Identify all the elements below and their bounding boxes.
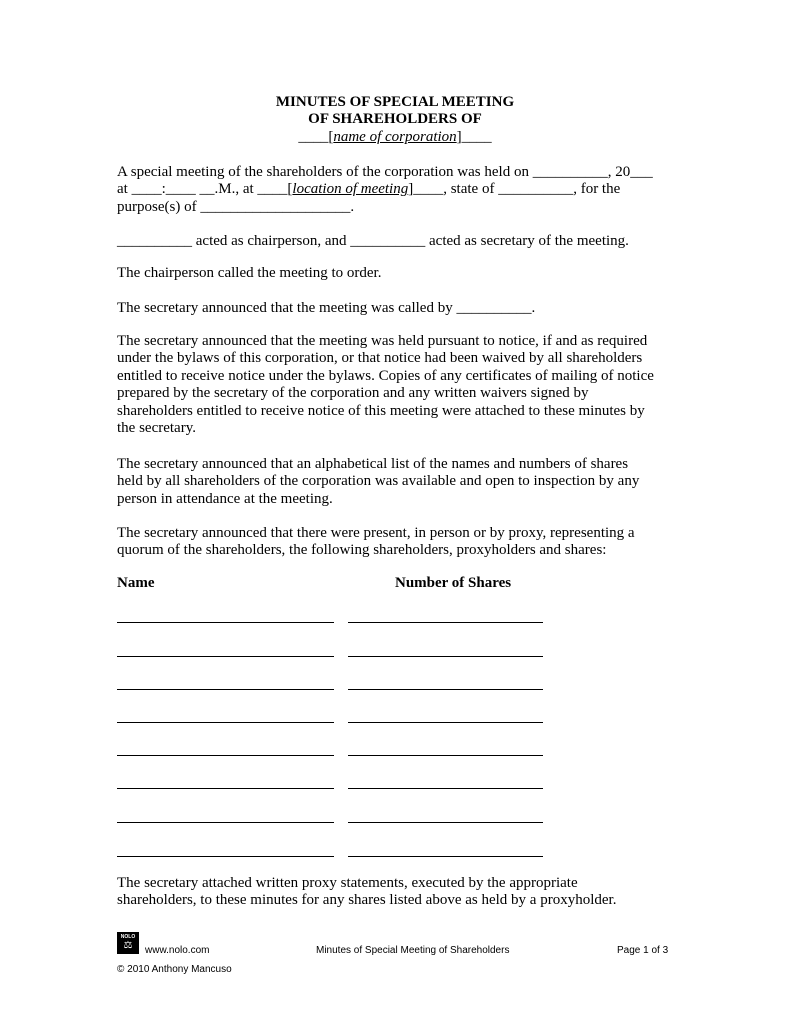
shareholder-list-line: held by all shareholders of the corporation was available and open to inspection by any [117, 473, 640, 490]
quorum-line: quorum of the shareholders, the following shareholders, proxyholders and shares: [117, 542, 607, 559]
scales-icon: ⚖ [123, 940, 133, 951]
officers-paragraph [117, 233, 677, 250]
corporation-name-blank [0, 129, 790, 146]
document-title-line-1: MINUTES OF SPECIAL MEETING [275, 94, 515, 110]
state-blank: ]____, state of __________, for the [408, 181, 621, 198]
quorum-line: The secretary announced that there were present, in person or by proxy, representing a [117, 525, 635, 541]
shareholder-name-blank-6 [117, 788, 334, 789]
officers-line: __________ acted as chairperson, and __________ acted as secretary of the meeting. [117, 233, 629, 249]
notice-line: entitled to receive notice under the bylaws. Copies of any certificates of mailing of notice [117, 367, 654, 384]
meeting-date-line: A special meeting of the shareholders of the corporation was held on __________, 20___ [117, 164, 653, 180]
shareholder-name-blank-4 [117, 722, 334, 723]
shareholder-list-line: The secretary announced that an alphabetical list of the names and numbers of shares [117, 456, 629, 472]
notice-line: the secretary. [117, 420, 196, 437]
shares-count-blank-5 [348, 755, 543, 756]
proxy-line: shareholders, to these minutes for any shares listed above as held by a proxyholder. [117, 892, 617, 909]
notice-line: prepared by the secretary of the corporation and any written waivers signed by [117, 385, 589, 402]
shares-count-blank-4 [348, 722, 543, 723]
notice-paragraph [117, 333, 677, 437]
name-column-header: Name [117, 575, 155, 591]
shareholder-list-line: person in attendance at the meeting. [117, 490, 333, 507]
notice-line: The secretary announced that the meeting was held pursuant to notice, if and as required [117, 333, 648, 349]
called-by-paragraph [117, 300, 677, 317]
logo-text: NOLO [120, 934, 136, 940]
time-blank: at ____:____ __.M., at ____[ [117, 181, 293, 198]
shareholder-list-paragraph [117, 456, 677, 508]
call-to-order-line: The chairperson called the meeting to order. [117, 265, 382, 281]
shares-count-blank-3 [348, 689, 543, 690]
shareholder-name-blank-3 [117, 689, 334, 690]
footer-page-number: Page 1 of 3 [617, 945, 669, 956]
meeting-details-paragraph [117, 164, 677, 216]
footer-website-link[interactable]: www.nolo.com [145, 945, 210, 956]
footer-copyright: © 2010 Anthony Mancuso [117, 964, 232, 975]
location-placeholder: location of meeting [292, 181, 409, 198]
document-title-line-2: OF SHAREHOLDERS OF [308, 111, 482, 127]
corporation-name-placeholder: name of corporation [333, 129, 457, 145]
meeting-time-location-line [117, 181, 677, 198]
quorum-paragraph [117, 525, 677, 560]
proxy-paragraph [117, 875, 677, 910]
shares-count-blank-1 [348, 622, 543, 623]
notice-line: under the bylaws of this corporation, or that notice had been waived by all shareholders [117, 350, 643, 367]
shareholder-name-blank-7 [117, 822, 334, 823]
shareholder-name-blank-1 [117, 622, 334, 623]
shares-count-blank-8 [348, 856, 543, 857]
shares-column-header: Number of Shares [395, 575, 512, 591]
nolo-logo [117, 932, 139, 954]
called-by-line: The secretary announced that the meeting was called by __________. [117, 300, 536, 316]
shares-count-blank-6 [348, 788, 543, 789]
shareholder-name-blank-5 [117, 755, 334, 756]
call-to-order-paragraph [117, 265, 677, 282]
purpose-line: purpose(s) of ____________________. [117, 198, 355, 215]
proxy-line: The secretary attached written proxy statements, executed by the appropriate [117, 875, 578, 891]
blank-suffix: ]____ [456, 129, 492, 145]
shareholder-name-blank-8 [117, 856, 334, 857]
notice-line: shareholders entitled to receive notice of this meeting were attached to these minutes by [117, 402, 645, 419]
shares-count-blank-2 [348, 656, 543, 657]
shareholder-name-blank-2 [117, 656, 334, 657]
blank-prefix: ____[ [298, 129, 334, 145]
footer-document-title: Minutes of Special Meeting of Shareholders [316, 945, 510, 956]
shares-count-blank-7 [348, 822, 543, 823]
